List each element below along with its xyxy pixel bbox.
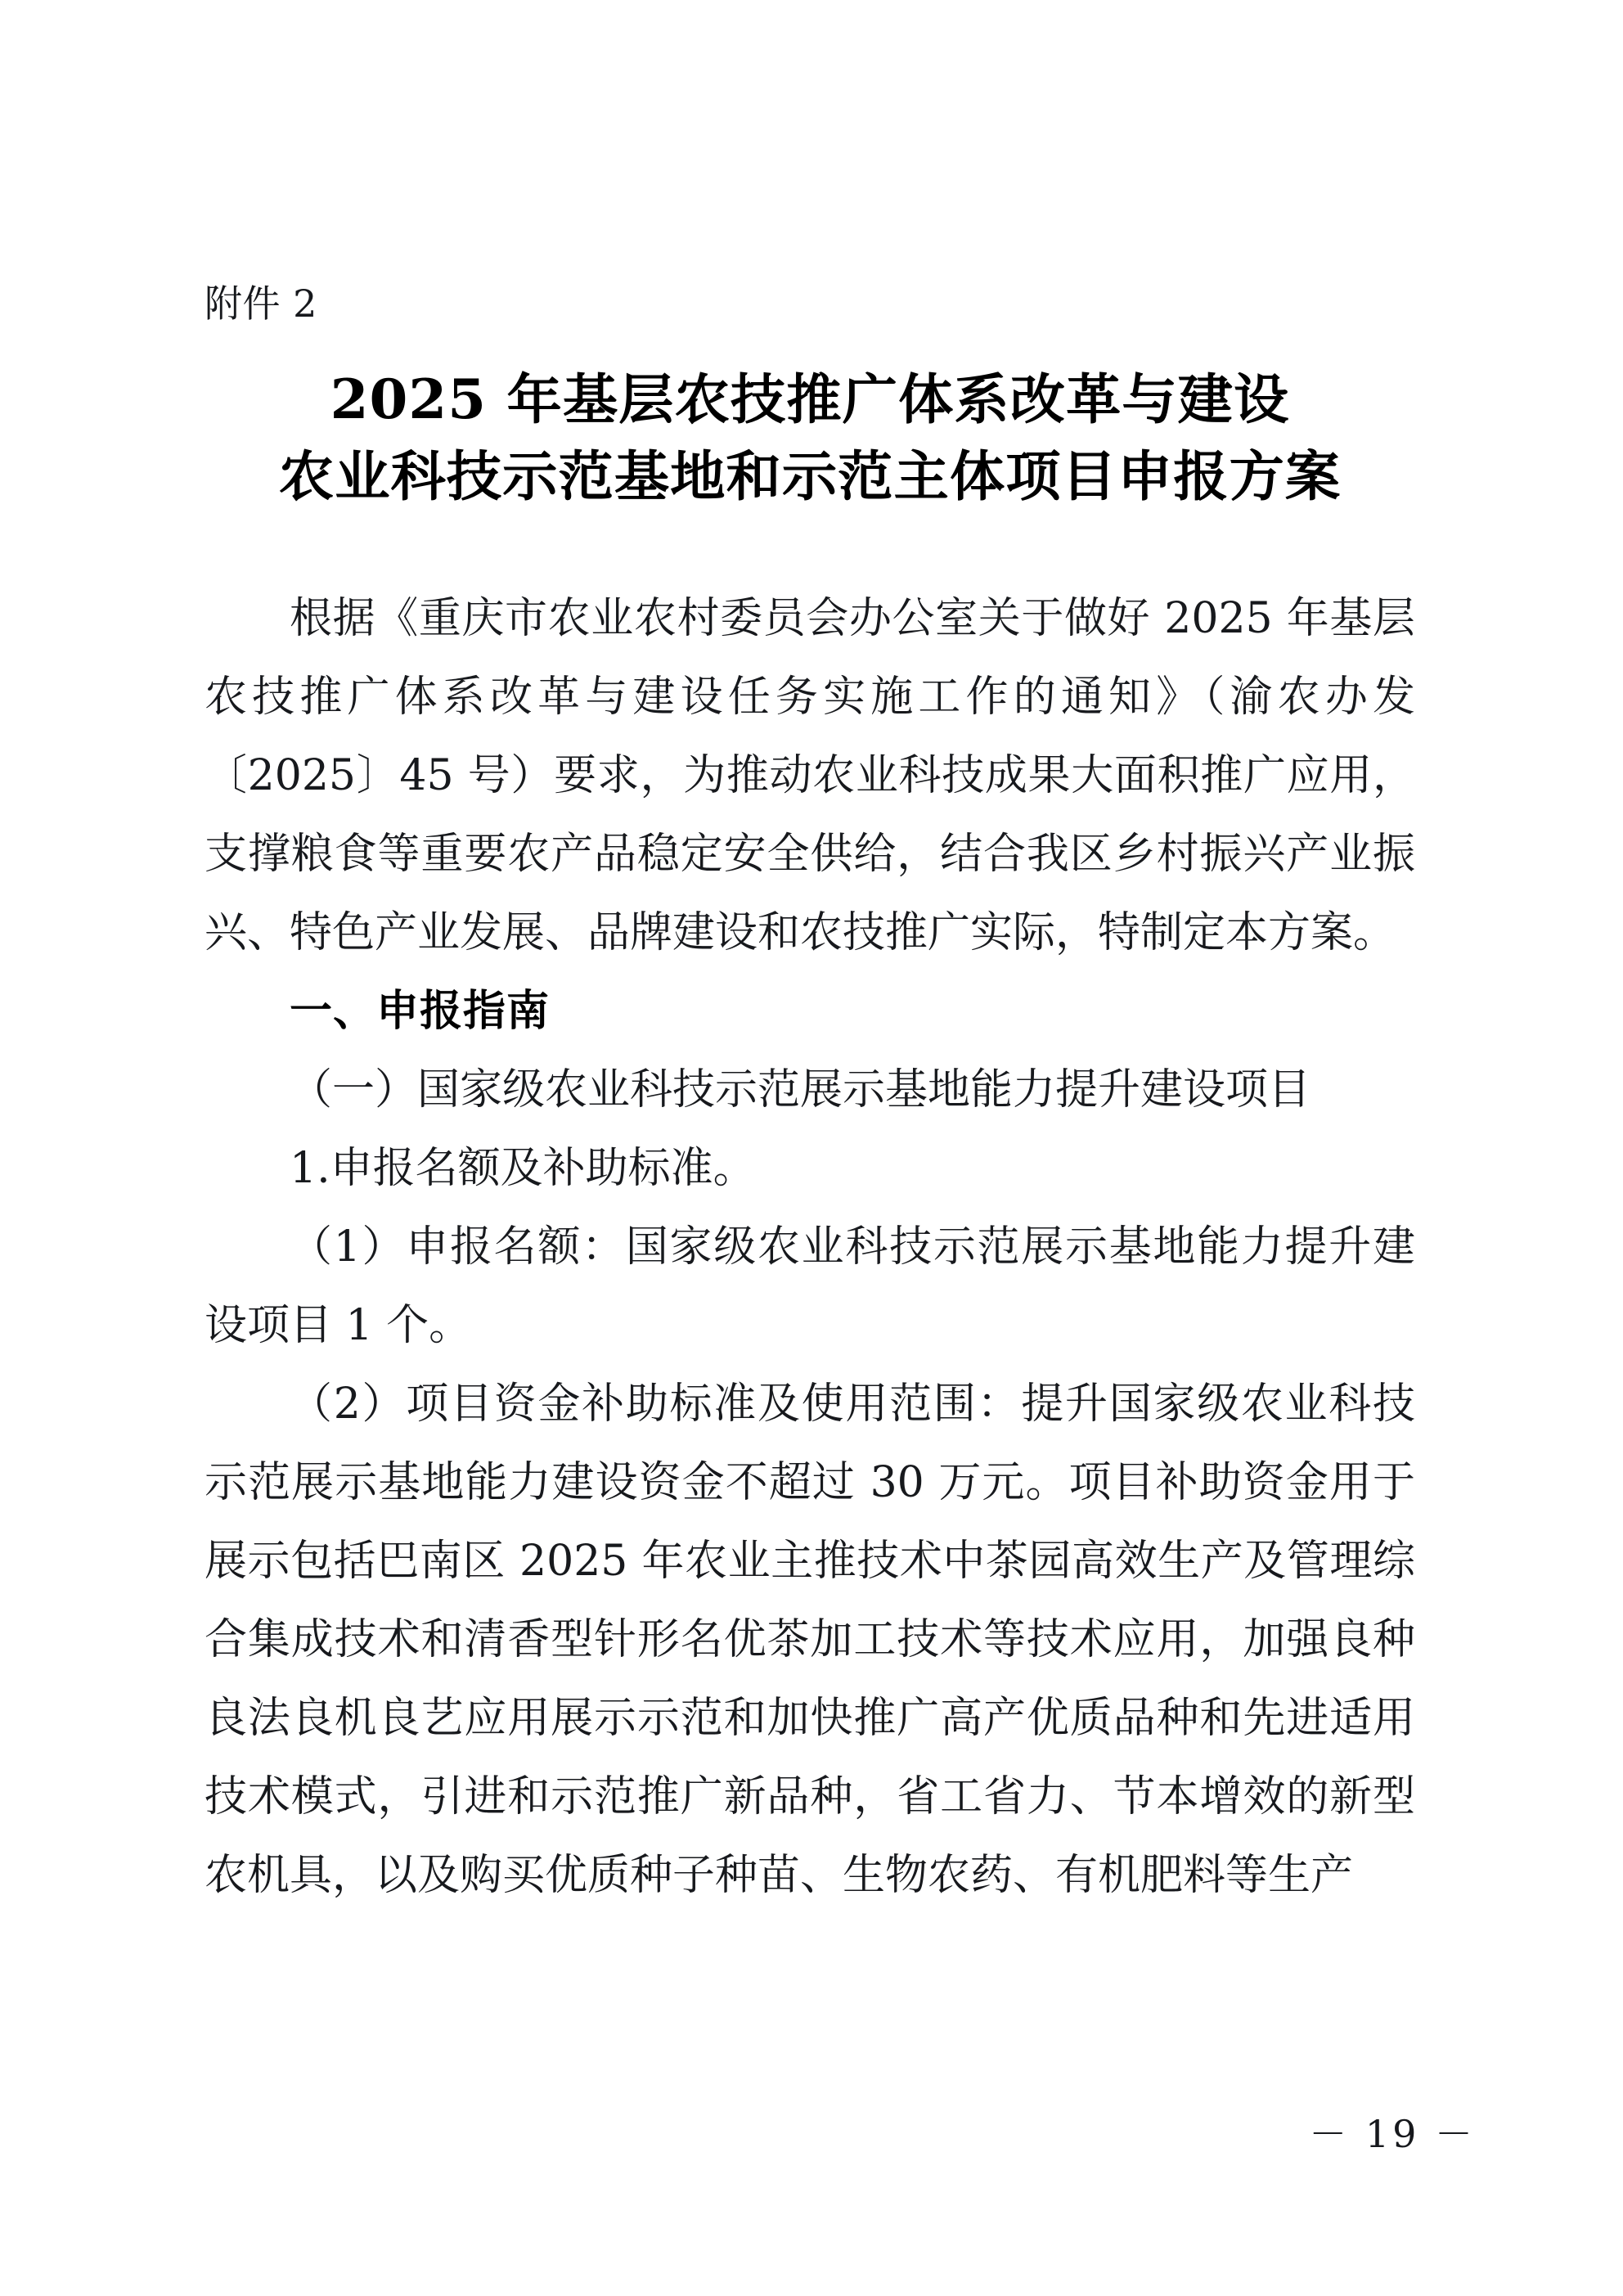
intro-paragraph: 根据《重庆市农业农村委员会办公室关于做好 2025 年基层农技推广体系改革与建设任务实施工作的通知》（渝农办发〔2025〕45 号）要求，为推动农业科技成果大面积推广应用，支撑粮食等重要农产品稳定安全供给，结合我区乡村振兴产业振兴、特色产业发展、品牌建设和农技推广实际，特制定本方案。	[205, 593, 1415, 957]
attachment-label: 附件 2	[205, 281, 317, 326]
page-number-footer: － 19 －	[1309, 2112, 1476, 2156]
subsection-heading-1: （一）国家级农业科技示范展示基地能力提升建设项目	[290, 1065, 1311, 1114]
list-item-1-1: （1）申报名额：国家级农业科技示范展示基地能力提升建设项目 1 个。	[205, 1222, 1415, 1350]
page-content	[205, 278, 1415, 1915]
list-item-1-2: （2）项目资金补助标准及使用范围：提升国家级农业科技示范展示基地能力建设资金不超过 30 万元。项目补助资金用于展示包括巴南区 2025 年农业主推技术中茶园高效生产及管理综合集成技术和清香型针形名优茶加工技术等技术应用，加强良种良法良机良艺应用展示示范和加快推广高产优质品种和先进适用技术模式，引进和示范推广新品种，省工省力、节本增效的新型农机具，以及购买优质种子种苗、生物农药、有机肥料等生产	[205, 1379, 1415, 1900]
document-title	[205, 362, 1415, 515]
document-title-line-1: 2025 年基层农技推广体系改革与建设	[330, 367, 1290, 432]
section-heading-1: 一、申报指南	[290, 985, 551, 1036]
list-item-1: 1.申报名额及补助标准。	[290, 1143, 756, 1193]
document-title-line-2: 农业科技示范基地和示范主体项目申报方案	[278, 443, 1342, 508]
